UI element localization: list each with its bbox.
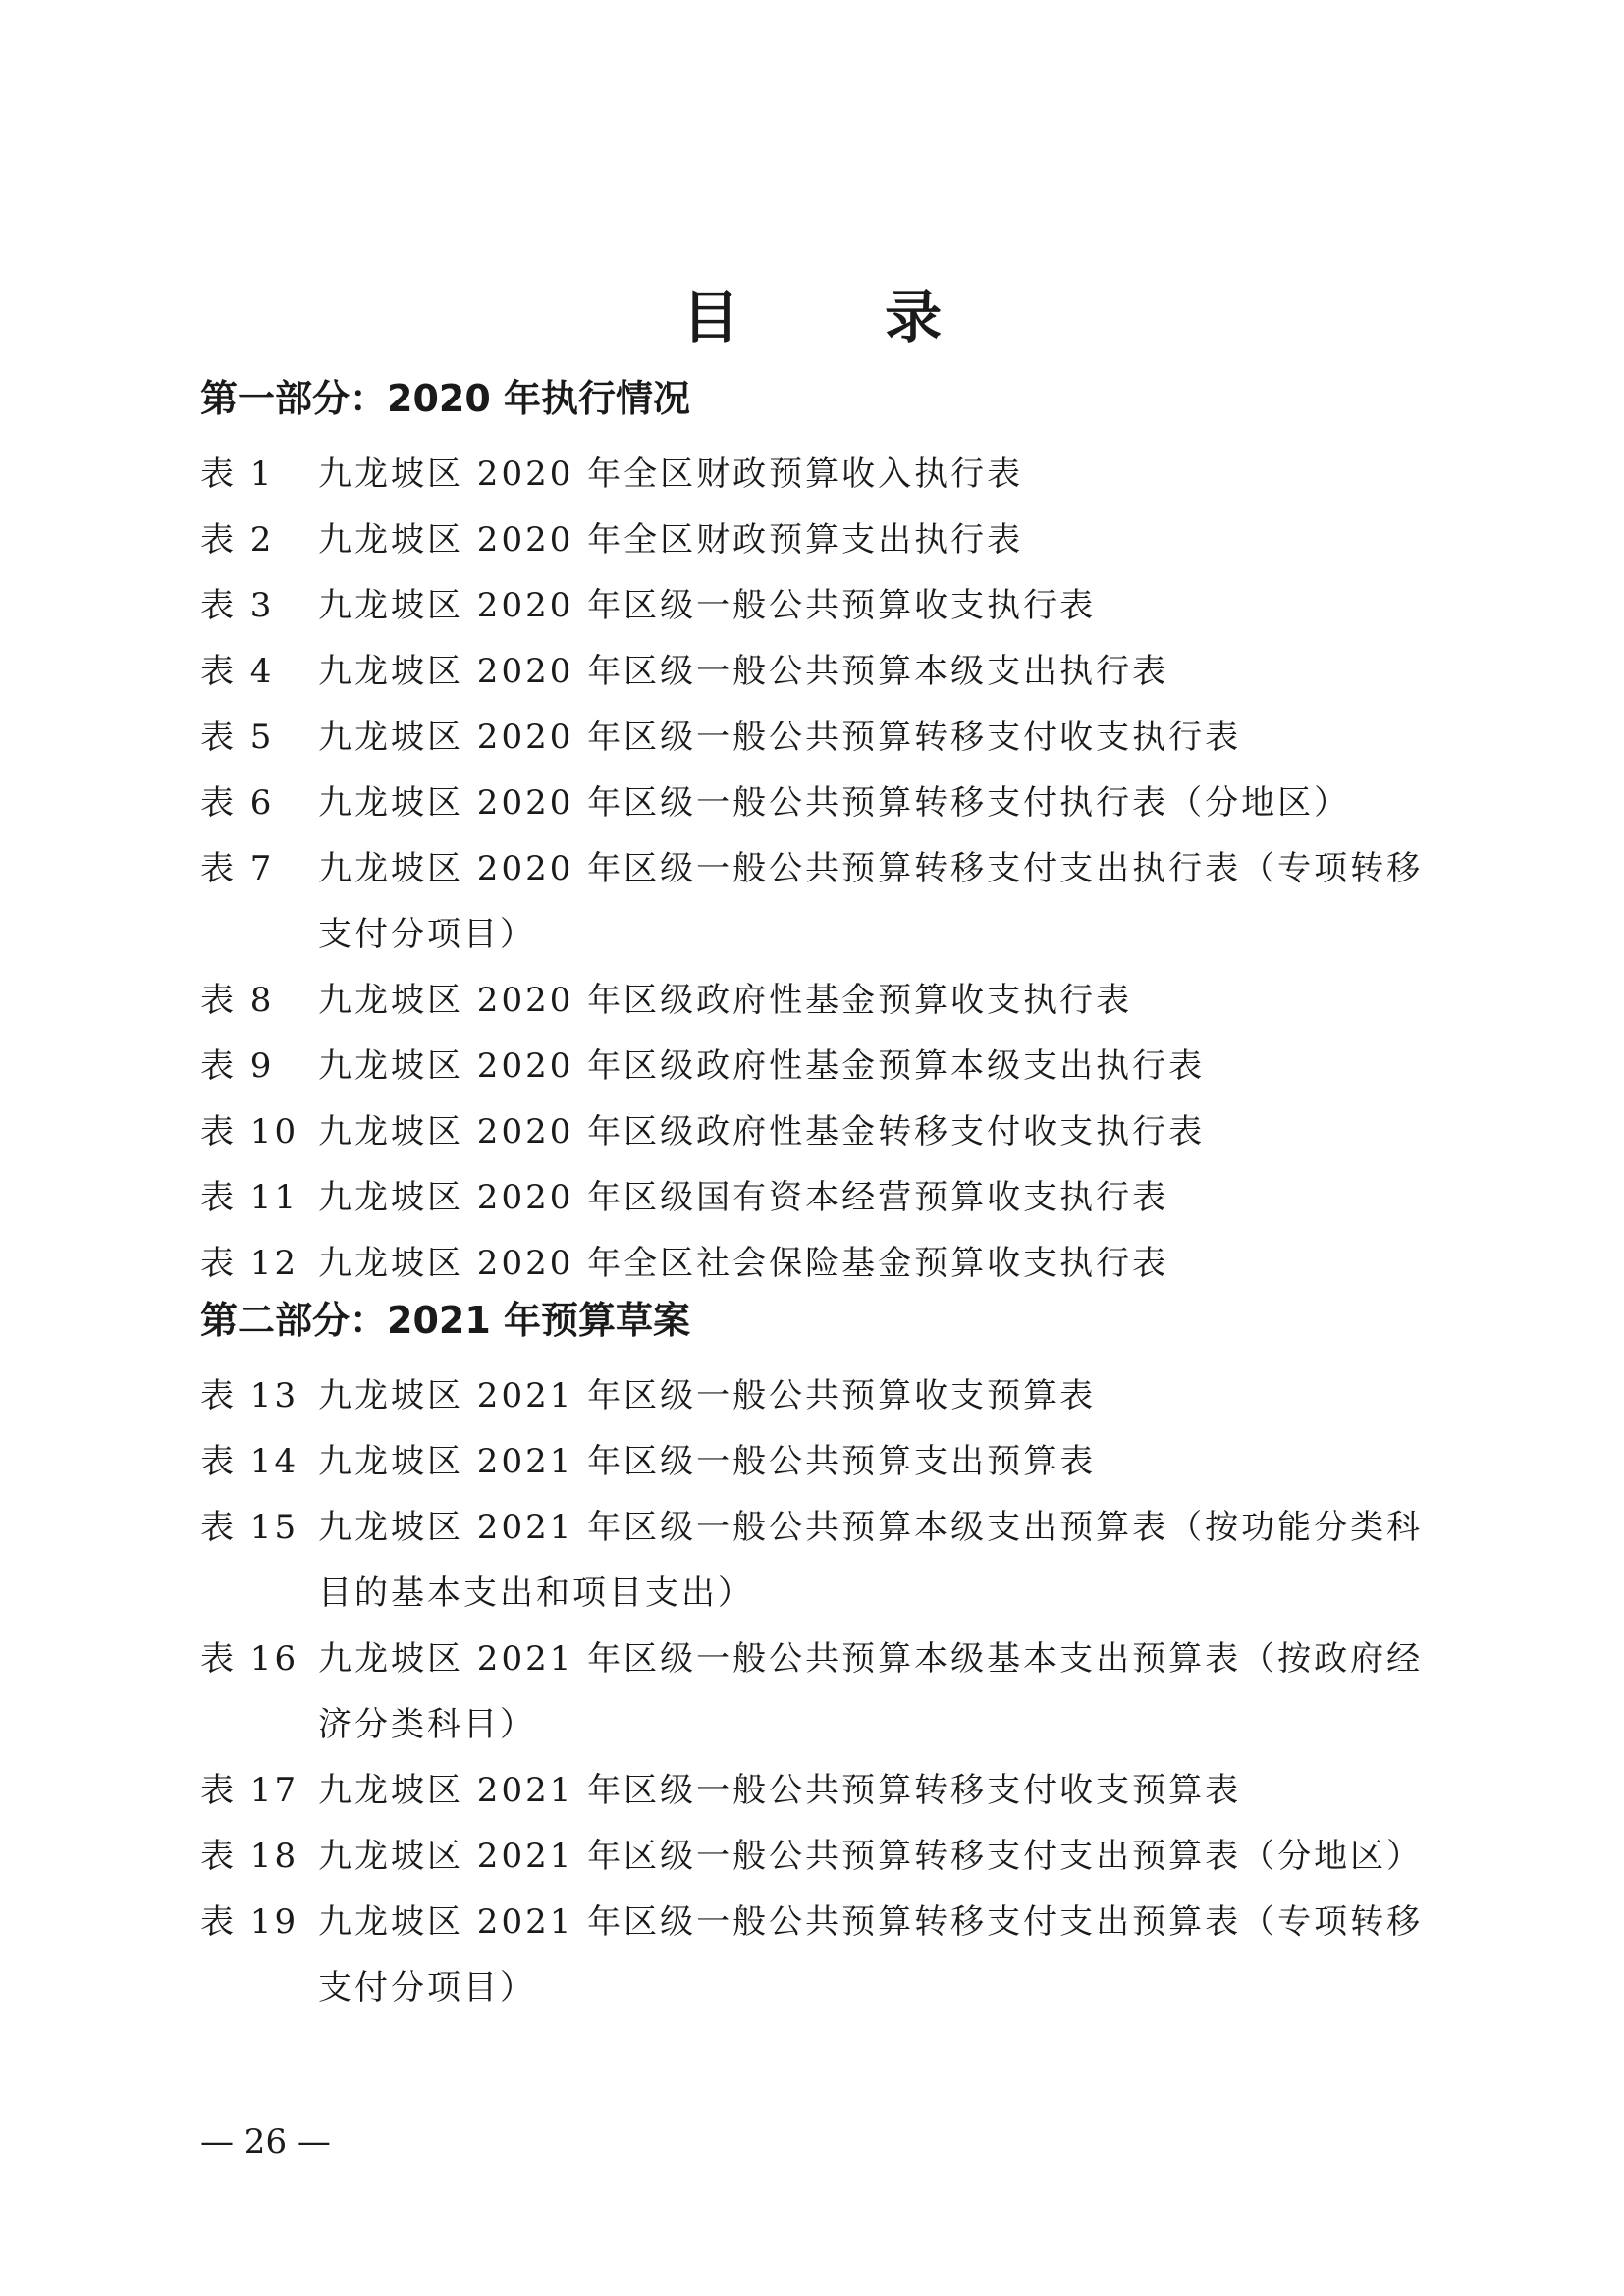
toc-entry-label: 表 2 [200, 520, 275, 560]
toc-entry-label: 表 18 [200, 1837, 299, 1876]
toc-entry-title: 九龙坡区 2020 年全区财政预算支出执行表 [318, 520, 1024, 560]
toc-entry [200, 771, 1447, 836]
toc-entry [200, 836, 1447, 968]
toc-entry-title: 九龙坡区 2021 年区级一般公共预算本级支出预算表（按功能分类科目的基本支出和项目支出） [318, 1508, 1424, 1613]
toc-entry [200, 968, 1447, 1034]
section-heading-part2: 第二部分：2021 年预算草案 [200, 1299, 690, 1342]
toc-entry-title: 九龙坡区 2020 年区级政府性基金预算本级支出执行表 [318, 1046, 1206, 1086]
toc-entry-label: 表 1 [200, 454, 275, 494]
toc-entry [200, 1627, 1447, 1758]
toc-entry-title: 九龙坡区 2020 年区级政府性基金预算收支执行表 [318, 981, 1133, 1020]
toc-entry-title: 九龙坡区 2020 年区级一般公共预算本级支出执行表 [318, 652, 1169, 691]
toc-entry [200, 705, 1447, 771]
toc-entry [200, 1495, 1447, 1627]
toc-entry-label: 表 8 [200, 981, 275, 1020]
toc-entry-title: 九龙坡区 2020 年区级一般公共预算转移支付执行表（分地区） [318, 783, 1351, 823]
page-title: 目 录 [681, 284, 1005, 350]
toc-entry [200, 1231, 1447, 1297]
toc-entry-label: 表 12 [200, 1244, 299, 1283]
toc-entry-label: 表 11 [200, 1178, 299, 1217]
toc-entry-title: 九龙坡区 2020 年区级一般公共预算转移支付收支执行表 [318, 718, 1242, 757]
toc-entry-label: 表 17 [200, 1771, 299, 1810]
toc-entry-label: 表 9 [200, 1046, 275, 1086]
toc-entry [200, 1034, 1447, 1099]
toc-entry-label: 表 5 [200, 718, 275, 757]
toc-entry-title: 九龙坡区 2021 年区级一般公共预算转移支付支出预算表（分地区） [318, 1837, 1424, 1876]
toc-entry-title: 九龙坡区 2021 年区级一般公共预算本级基本支出预算表（按政府经济分类科目） [318, 1639, 1424, 1744]
toc-entry-title: 九龙坡区 2020 年全区财政预算收入执行表 [318, 454, 1024, 494]
toc-entry [200, 1758, 1447, 1824]
toc-entry [200, 442, 1447, 507]
toc-entry-label: 表 14 [200, 1442, 299, 1481]
toc-entry [200, 507, 1447, 573]
toc-entry-title: 九龙坡区 2020 年区级政府性基金转移支付收支执行表 [318, 1112, 1206, 1151]
toc-entry [200, 1165, 1447, 1231]
toc-entry [200, 639, 1447, 705]
toc-entry-title: 九龙坡区 2021 年区级一般公共预算收支预算表 [318, 1376, 1097, 1415]
toc-entry [200, 1824, 1447, 1890]
toc-entry-label: 表 10 [200, 1112, 299, 1151]
toc-entry [200, 1363, 1447, 1429]
toc-entry-label: 表 6 [200, 783, 275, 823]
toc-entry-title: 九龙坡区 2021 年区级一般公共预算转移支付支出预算表（专项转移支付分项目） [318, 1902, 1424, 2007]
toc-entry-label: 表 16 [200, 1639, 299, 1679]
table-of-contents [200, 375, 1447, 2021]
section-heading-part1: 第一部分：2020 年执行情况 [200, 377, 690, 420]
toc-entry-title: 九龙坡区 2020 年全区社会保险基金预算收支执行表 [318, 1244, 1169, 1283]
toc-entry [200, 1429, 1447, 1495]
toc-entry-label: 表 19 [200, 1902, 299, 1942]
toc-entry-label: 表 7 [200, 849, 275, 888]
toc-entry-title: 九龙坡区 2020 年区级一般公共预算转移支付支出执行表（专项转移支付分项目） [318, 849, 1424, 954]
toc-entry-title: 九龙坡区 2021 年区级一般公共预算转移支付收支预算表 [318, 1771, 1242, 1810]
toc-entry-label: 表 4 [200, 652, 275, 691]
toc-entry [200, 1099, 1447, 1165]
toc-entry-title: 九龙坡区 2021 年区级一般公共预算支出预算表 [318, 1442, 1097, 1481]
toc-entry-label: 表 15 [200, 1508, 299, 1547]
toc-entry-title: 九龙坡区 2020 年区级国有资本经营预算收支执行表 [318, 1178, 1169, 1217]
toc-entry-label: 表 3 [200, 586, 275, 625]
page-number: — 26 — [200, 2122, 331, 2162]
toc-entry [200, 1890, 1447, 2021]
toc-entry-label: 表 13 [200, 1376, 299, 1415]
toc-entry-title: 九龙坡区 2020 年区级一般公共预算收支执行表 [318, 586, 1097, 625]
toc-entry [200, 573, 1447, 639]
